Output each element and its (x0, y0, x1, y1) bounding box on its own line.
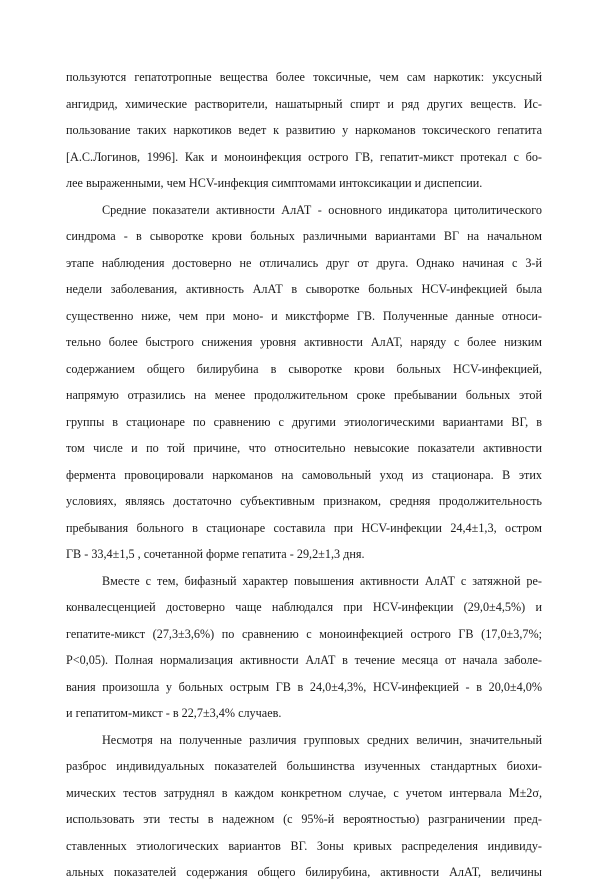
text-line: [А.С.Логинов, 1996]. Как и моноинфекция острого ГВ, гепатит-микст протекал с бо- (66, 149, 542, 164)
text-line: недели заболевания, активность АлАТ в сыворотке больных HCV-инфекцией была (66, 282, 542, 296)
text-line: ГВ - 33,4±1,5 , сочетанной форме гепатита - 29,2±1,3 дня. (66, 547, 365, 561)
text-line: использовать эти тесты в надежном (с 95%-й вероятностью) разграничении пред- (66, 812, 542, 826)
text-line: Средние показатели активности АлАТ - основного индикатора цитолитического (102, 202, 542, 217)
text-line: содержанием общего билирубина в сыворотке крови больных HCV-инфекцией, (66, 361, 542, 376)
text-line: альных показателей содержания общего билирубина, активности АлАТ, величины (66, 865, 542, 879)
text-line: лее выраженными, чем HCV-инфекция симптомами интоксикации и диспепсии. (66, 176, 483, 190)
text-line: фермента провоцировали наркоманов на самовольный уход из стационара. В этих (66, 467, 542, 482)
text-line: пользуются гепатотропные вещества более токсичные, чем сам наркотик: уксусный (66, 70, 542, 84)
text-line: тельно более быстрого снижения уровня активности АлАТ, наряду с более низким (66, 335, 542, 349)
text-line: существенно ниже, чем при моно- и микстформе ГВ. Полученные данные относи- (66, 308, 542, 323)
text-line: условиях, являясь достаточно субъективным признаком, средняя продолжительность (66, 494, 542, 508)
text-line: синдрома - в сыворотке крови больных различными вариантами ВГ на начальном (66, 229, 542, 243)
text-line: пользование таких наркотиков ведет к развитию у наркоманов токсического гепатита (66, 123, 542, 137)
text-line: группы в стационаре по сравнению с другими этиологическими вариантами ВГ, в (66, 414, 542, 429)
text-line: ангидрид, химические растворители, нашатырный спирт и ряд других веществ. Ис- (66, 96, 542, 111)
text-line: Вместе с тем, бифазный характер повышения активности АлАТ с затяжной ре- (102, 573, 542, 588)
text-line: вания произошла у больных острым ГВ в 24,0±4,3%, HCV-инфекцией - в 20,0±4,0% (66, 679, 542, 694)
text-line: пребывания больного в стационаре составила при HCV-инфекции 24,4±1,3, остром (66, 520, 542, 535)
text-line: том числе и по той причине, что относительно невысокие показатели активности (66, 441, 542, 455)
text-line: гепатите-микст (27,3±3,6%) по сравнению с моноинфекцией острого ГВ (17,0±3,7%; (66, 626, 542, 641)
paragraph (66, 727, 542, 886)
text-line: конвалесценцией достоверно чаще наблюдался при HCV-инфекции (29,0±4,5%) и (66, 600, 542, 614)
paragraph (66, 64, 542, 197)
text-line: ставленных этиологических вариантов ВГ. Зоны кривых распределения индивиду- (66, 838, 542, 853)
text-line: этапе наблюдения достоверно не отличались друг от друга. Однако начиная с 3-й (66, 255, 542, 270)
text-line: и гепатитом-микст - в 22,7±3,4% случаев. (66, 706, 282, 720)
body-text (66, 64, 542, 886)
text-line: Несмотря на полученные различия групповых средних величин, значительный (102, 732, 542, 747)
text-line: P<0,05). Полная нормализация активности АлАТ в течение месяца от начала заболе- (66, 653, 542, 667)
text-line: мических тестов затруднял в каждом конкретном случае, с учетом интервала M±2σ, (66, 785, 542, 800)
text-line: разброс индивидуальных показателей большинства изученных стандартных биохи- (66, 759, 542, 773)
text-line: напрямую отразились на менее продолжительном сроке пребывании больных этой (66, 388, 542, 402)
paragraph (66, 568, 542, 727)
paragraph (66, 197, 542, 568)
